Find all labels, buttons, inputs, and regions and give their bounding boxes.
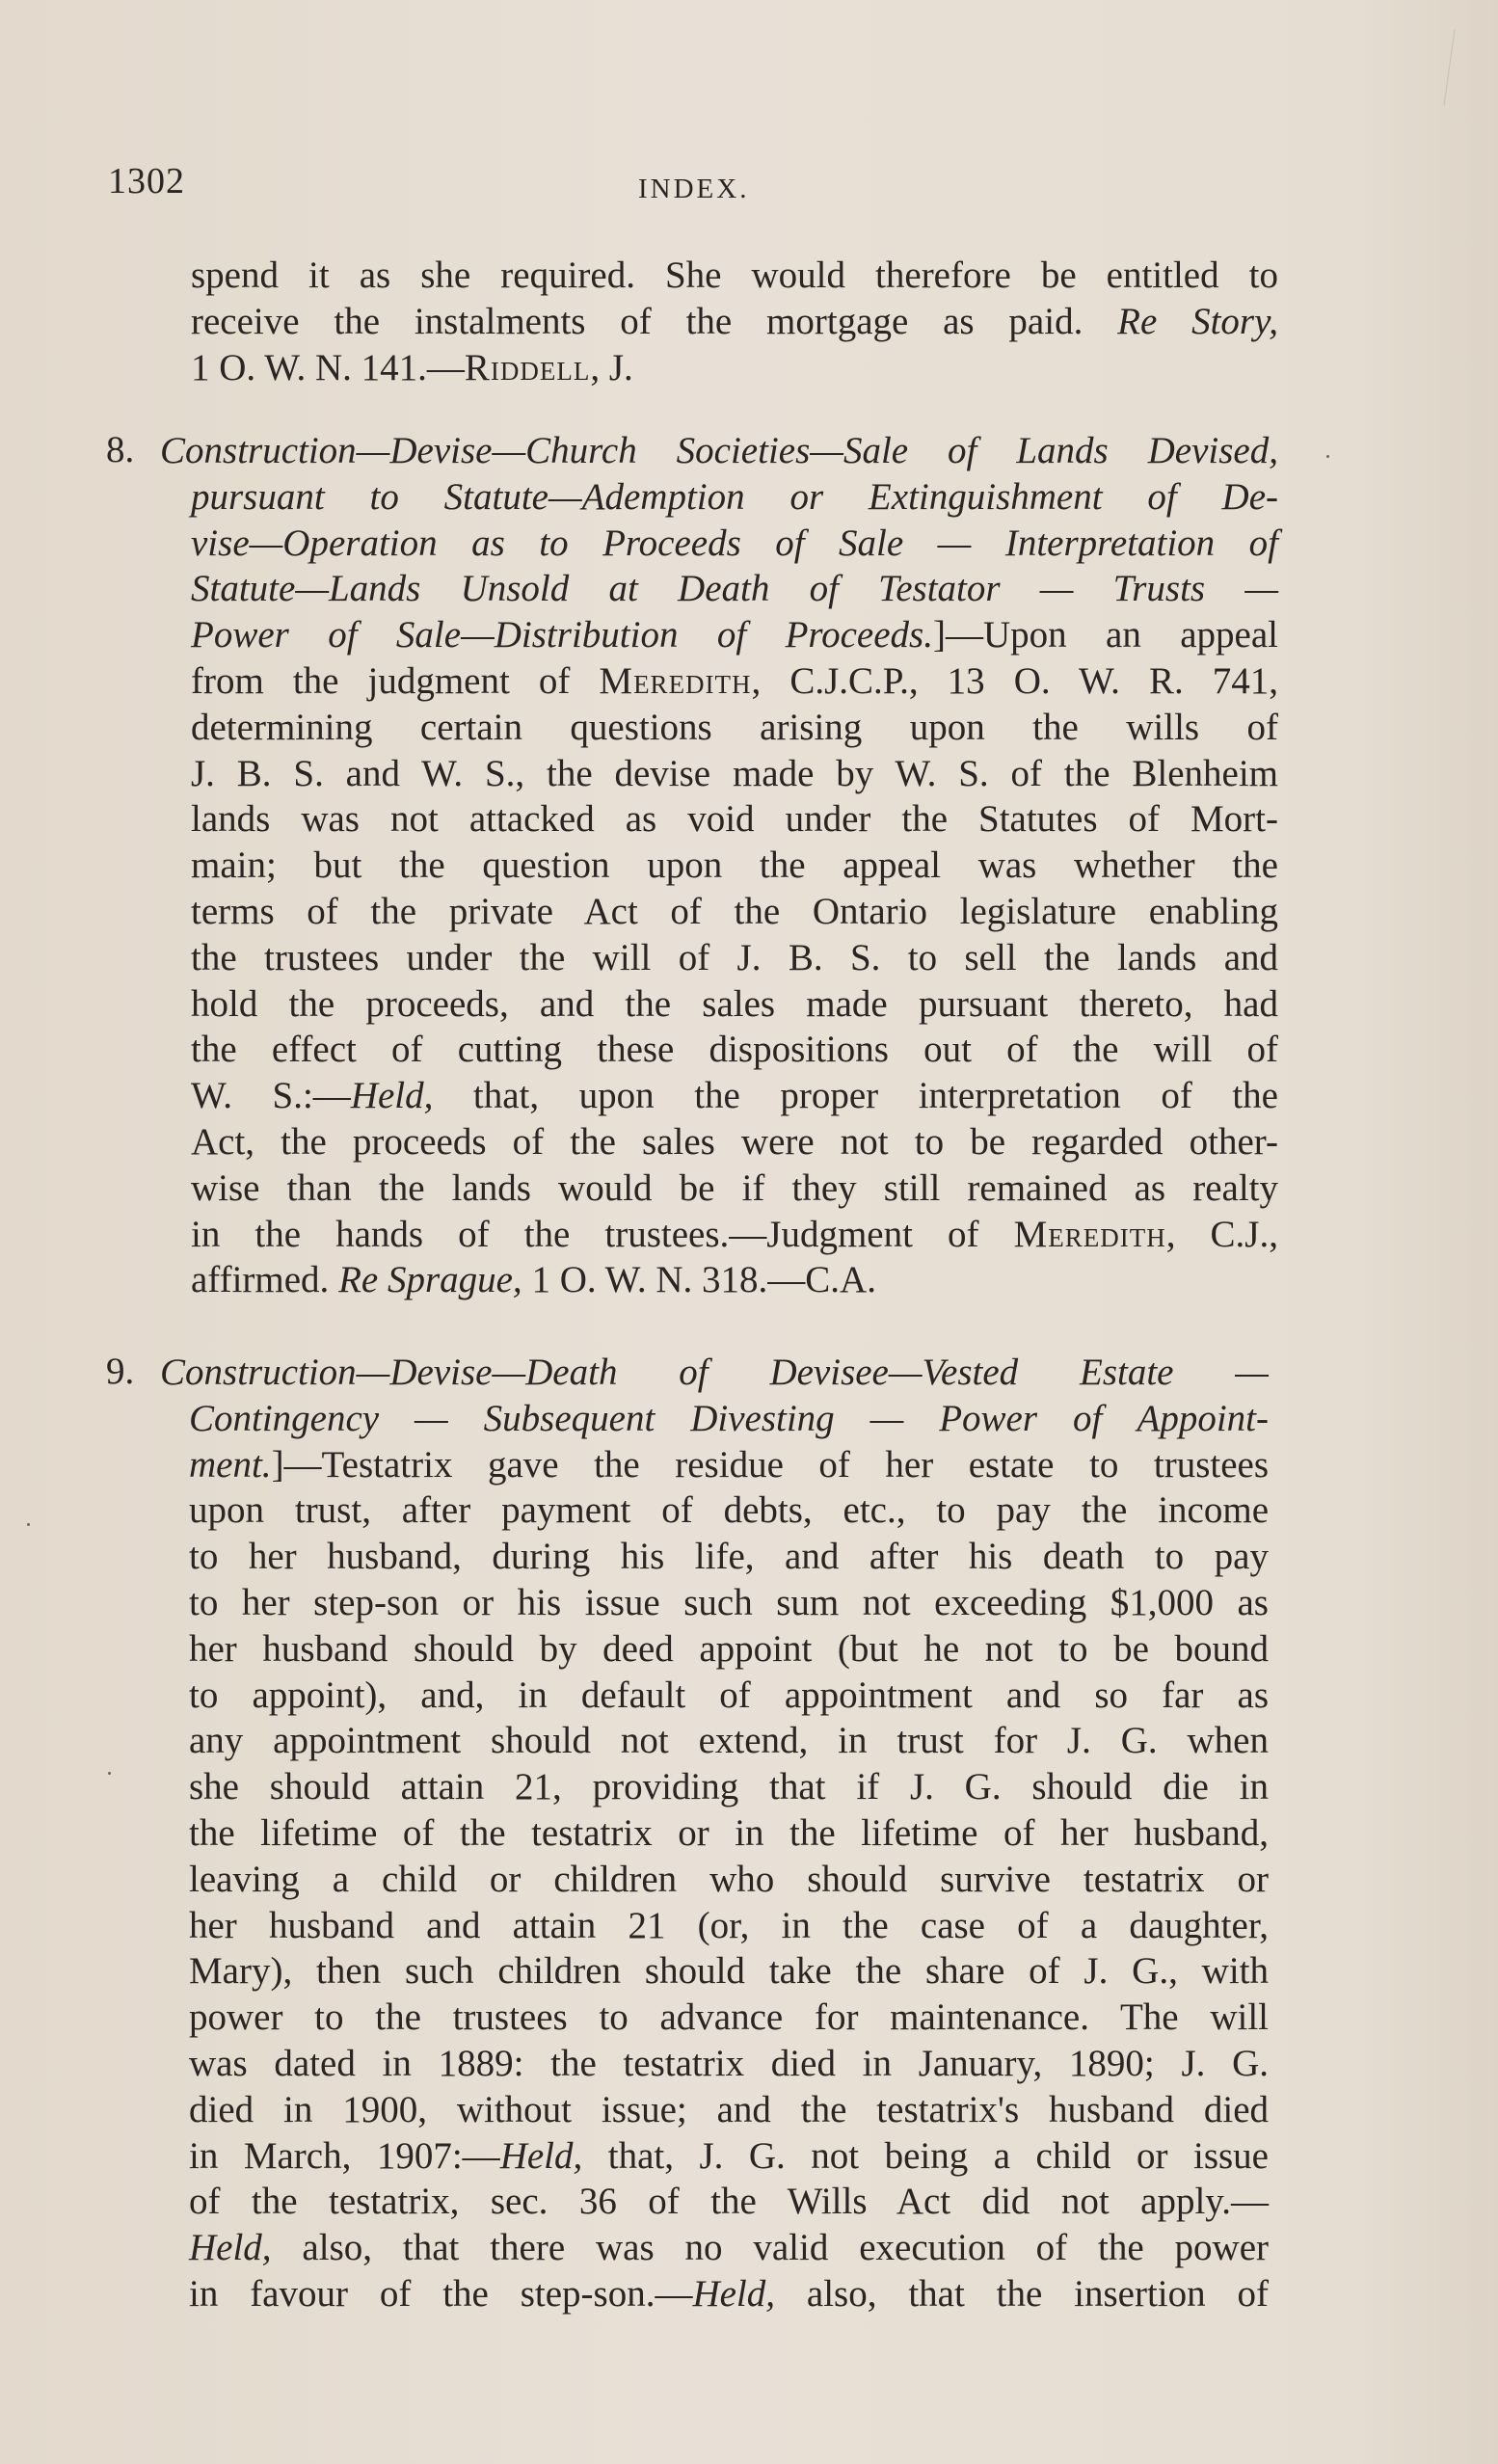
margin-speck bbox=[108, 1772, 111, 1775]
text-line: she should attain 21, providing that if J. G. should die in bbox=[189, 1766, 1269, 1808]
text-span: , C.J., bbox=[1165, 1213, 1278, 1255]
text-line: power to the trustees to advance for maintenance. The will bbox=[189, 1996, 1269, 2039]
text-line bbox=[191, 1257, 1278, 1303]
case-citation: Re Story, bbox=[1117, 300, 1279, 342]
text-span: ]—Testatrix gave the residue of her estate to trustees bbox=[271, 1443, 1269, 1486]
text-span: also, that there was no valid execution of the power bbox=[271, 2227, 1269, 2269]
text-line: any appointment should not extend, in trust for J. G. when bbox=[189, 1720, 1269, 1762]
margin-speck bbox=[1326, 455, 1329, 458]
text-line: was dated in 1889: the testatrix died in January, 1890; J. G. bbox=[189, 2042, 1269, 2084]
heading-line bbox=[191, 474, 1278, 521]
text-line bbox=[191, 299, 1278, 345]
held-text: Held, bbox=[189, 2227, 272, 2269]
text-span: ]—Upon an appeal bbox=[932, 614, 1278, 656]
text-line: Act, the proceeds of the sales were not to be regarded other- bbox=[191, 1120, 1278, 1163]
judge-name: Meredith bbox=[599, 659, 752, 702]
heading-text: Construction—Devise—Church Societies—Sale of Lands Devised, bbox=[160, 430, 1278, 471]
text-line: to her step-son or his issue such sum not exceeding $1,000 as bbox=[189, 1581, 1269, 1623]
held-text: Held, bbox=[692, 2272, 776, 2315]
text-line bbox=[191, 1212, 1278, 1258]
text-line: spend it as she required. She would therefore be entitled to bbox=[191, 254, 1278, 296]
judge-name: Meredith bbox=[1013, 1213, 1166, 1255]
text-line bbox=[189, 2133, 1269, 2180]
running-head: INDEX. bbox=[638, 174, 750, 204]
continuation-paragraph bbox=[191, 253, 1278, 390]
text-line bbox=[191, 658, 1278, 705]
heading-line bbox=[189, 1396, 1269, 1442]
text-line: the effect of cutting these dispositions out of the will of bbox=[191, 1029, 1278, 1071]
held-text: Held, bbox=[499, 2134, 583, 2177]
text-line bbox=[189, 1442, 1269, 1488]
text-span: 1 O. W. N. 141.— bbox=[191, 346, 465, 388]
page-edge-mark bbox=[1443, 29, 1455, 105]
text-line: terms of the private Act of the Ontario legislature enabling bbox=[191, 890, 1278, 932]
text-line bbox=[189, 2225, 1269, 2271]
case-citation: Re Sprague, bbox=[338, 1259, 522, 1301]
text-line: the lifetime of the testatrix or in the lifetime of her husband, bbox=[189, 1811, 1269, 1854]
heading-text: pursuant to Statute—Ademption or Extinguishment of De- bbox=[191, 475, 1278, 518]
text-line: to her husband, during his life, and after his death to pay bbox=[189, 1536, 1269, 1578]
text-line: her husband and attain 21 (or, in the case of a daughter, bbox=[189, 1904, 1269, 1946]
heading-text: Contingency — Subsequent Divesting — Power of Appoint- bbox=[189, 1397, 1269, 1439]
text-line: Mary), then such children should take the share of J. G., with bbox=[189, 1950, 1269, 1993]
heading-line bbox=[160, 428, 1278, 474]
index-entry-9 bbox=[160, 1350, 1269, 2317]
page-number: 1302 bbox=[108, 161, 185, 201]
text-span: receive the instalments of the mortgage as paid. bbox=[191, 300, 1083, 342]
text-span: , C.J.C.P., 13 O. W. R. 741, bbox=[751, 659, 1278, 702]
margin-speck bbox=[27, 1523, 30, 1526]
heading-text: Power of Sale—Distribution of Proceeds. bbox=[191, 614, 933, 656]
text-line: lands was not attacked as void under the Statutes of Mort- bbox=[191, 798, 1278, 841]
text-line: leaving a child or children who should survive testatrix or bbox=[189, 1858, 1269, 1900]
text-line: of the testatrix, sec. 36 of the Wills Act did not apply.— bbox=[189, 2181, 1269, 2223]
text-span: W. S.:— bbox=[191, 1075, 351, 1117]
judge-name: Riddell bbox=[464, 346, 591, 388]
text-line: to appoint), and, in default of appointment and so far as bbox=[189, 1674, 1269, 1716]
text-span: from the judgment of bbox=[191, 659, 600, 702]
text-line: the trustees under the will of J. B. S. to sell the lands and bbox=[191, 936, 1278, 978]
text-span: in the hands of the trustees.—Judgment of bbox=[191, 1213, 1014, 1255]
heading-text: vise—Operation as to Proceeds of Sale — Interpretation of bbox=[191, 522, 1278, 564]
entry-number: 9. bbox=[106, 1351, 135, 1392]
text-span: 1 O. W. N. 318.—C.A. bbox=[522, 1259, 876, 1301]
text-line: her husband should by deed appoint (but he not to be bound bbox=[189, 1627, 1269, 1670]
text-span: in favour of the step-son.— bbox=[189, 2272, 693, 2315]
text-line: upon trust, after payment of debts, etc., to pay the income bbox=[189, 1489, 1269, 1532]
entry-number: 8. bbox=[106, 429, 135, 470]
text-line: J. B. S. and W. S., the devise made by W. S. of the Blenheim bbox=[191, 752, 1278, 794]
text-span: that, J. G. not being a child or issue bbox=[582, 2134, 1269, 2177]
text-span: that, upon the proper interpretation of the bbox=[433, 1075, 1278, 1117]
text-span: affirmed. bbox=[191, 1259, 339, 1301]
text-line: wise than the lands would be if they still remained as realty bbox=[191, 1166, 1278, 1209]
text-span: also, that the insertion of bbox=[775, 2272, 1269, 2315]
text-line bbox=[191, 345, 1278, 391]
text-span: , J. bbox=[590, 346, 633, 388]
heading-text: Statute—Lands Unsold at Death of Testator — Trusts — bbox=[191, 568, 1278, 610]
text-line bbox=[191, 1073, 1278, 1119]
heading-line bbox=[191, 566, 1278, 612]
text-line: determining certain questions arising upon the wills of bbox=[191, 706, 1278, 748]
text-line bbox=[191, 612, 1278, 658]
held-text: Held, bbox=[350, 1075, 434, 1117]
heading-line bbox=[160, 1350, 1269, 1396]
index-entry-8 bbox=[160, 428, 1278, 1303]
text-span: in March, 1907:— bbox=[189, 2134, 500, 2177]
text-line: hold the proceeds, and the sales made pursuant thereto, had bbox=[191, 982, 1278, 1025]
text-line: died in 1900, without issue; and the testatrix's husband died bbox=[189, 2088, 1269, 2130]
text-line bbox=[189, 2271, 1269, 2317]
heading-text: ment. bbox=[189, 1443, 272, 1486]
heading-text: Construction—Devise—Death of Devisee—Vested Estate — bbox=[160, 1352, 1269, 1393]
text-line: main; but the question upon the appeal was whether the bbox=[191, 844, 1278, 887]
heading-line bbox=[191, 521, 1278, 567]
